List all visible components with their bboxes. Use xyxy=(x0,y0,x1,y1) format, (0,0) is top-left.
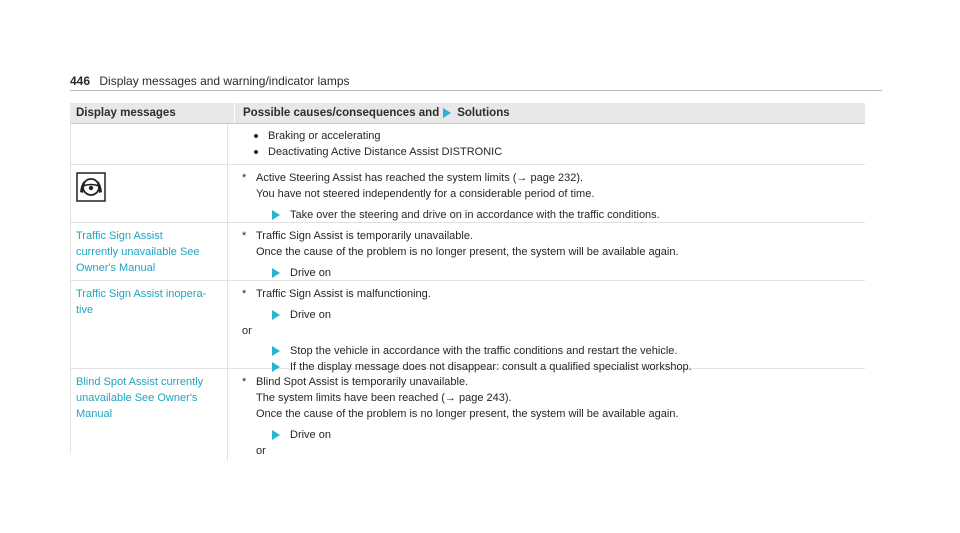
action-arrow-icon xyxy=(272,310,280,320)
action-step: If the display message does not disappear: consult a qualified specialist workshop. xyxy=(242,359,865,375)
list-item: Deactivating Active Distance Assist DISTRONIC xyxy=(242,144,865,160)
table-header xyxy=(70,103,865,124)
table-row: Traffic Sign Assist inopera-tive * Traffic Sign Assist is malfunctioning. Drive on or Stop the vehicle in accordance with the traffic conditions and restart the vehicle. If the display message does not disappear: consult a qualified specialist workshop. xyxy=(70,281,865,369)
messages-table xyxy=(70,103,865,461)
steering-wheel-hands-icon xyxy=(76,172,106,202)
action-step: Stop the vehicle in accordance with the traffic conditions and restart the vehicle. xyxy=(242,343,865,359)
col-display-messages: Display messages xyxy=(70,103,235,123)
header-divider xyxy=(70,90,882,91)
action-arrow-icon xyxy=(272,430,280,440)
display-message: Traffic Sign Assist inopera-tive xyxy=(70,281,228,368)
action-arrow-icon xyxy=(272,268,280,278)
display-message: Blind Spot Assist currently unavailable See Owner's Manual xyxy=(70,369,228,461)
action-arrow-icon xyxy=(272,346,280,356)
page-header xyxy=(70,74,350,88)
table-left-border xyxy=(70,120,71,453)
action-step: Drive on xyxy=(242,427,865,443)
bullet-icon xyxy=(254,150,258,154)
action-arrow-icon xyxy=(443,108,451,118)
table-row: Blind Spot Assist currently unavailable See Owner's Manual * Blind Spot Assist is temporarily unavailable. The system limits have been reached (→ page 243). Once the cause of the problem is no longer present, the system will be available again. Drive on or xyxy=(70,369,865,461)
list-item: Braking or accelerating xyxy=(242,128,865,144)
action-step: Drive on xyxy=(242,307,865,323)
col-causes-solutions: Possible causes/consequences and Solutions xyxy=(243,107,510,119)
action-step: Drive on xyxy=(242,265,865,281)
action-arrow-icon xyxy=(272,210,280,220)
display-message: Traffic Sign Assist currently unavailable See Owner's Manual xyxy=(70,223,228,280)
page-title: Display messages and warning/indicator lamps xyxy=(99,74,350,88)
table-row: Traffic Sign Assist currently unavailable See Owner's Manual * Traffic Sign Assist is temporarily unavailable. Once the cause of the problem is no longer present, the system will be available again. Drive on xyxy=(70,223,865,281)
bullet-icon xyxy=(254,134,258,138)
page-number: 446 xyxy=(70,74,91,88)
table-row: * Active Steering Assist has reached the system limits (→ page 232). You have not steered independently for a considerable period of time. Take over the steering and drive on in accordance with the traffic conditions. xyxy=(70,165,865,223)
action-step: Take over the steering and drive on in accordance with the traffic conditions. xyxy=(242,207,865,223)
table-row xyxy=(70,124,865,165)
